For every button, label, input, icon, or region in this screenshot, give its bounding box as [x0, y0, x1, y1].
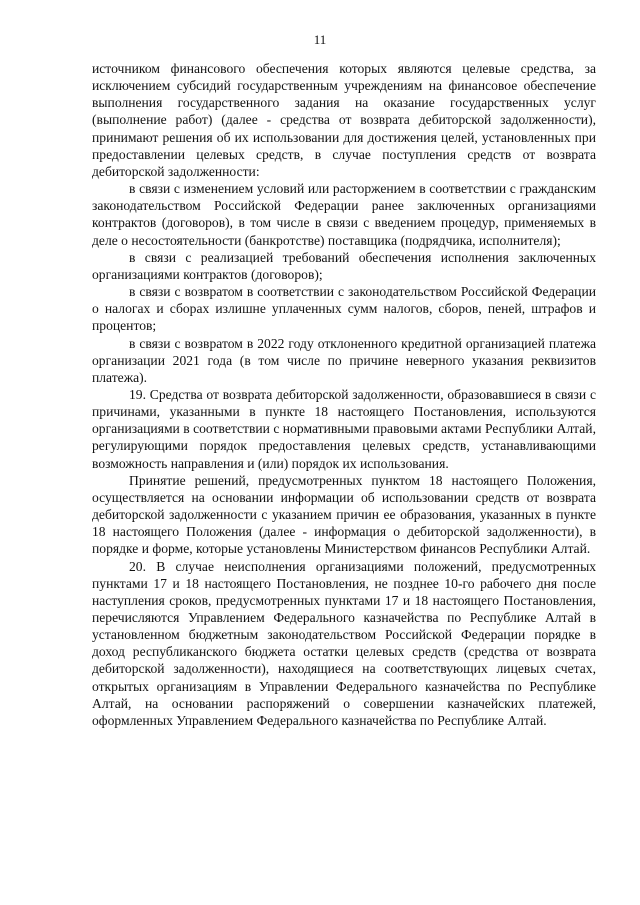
page-number: 11 [313, 32, 327, 47]
paragraph-item-19: 19. Средства от возврата дебиторской задолженности, образовавшиеся в связи с причинами, указанными в пункте 18 настоящего Постановления, используются организациями в соответствии с нормативными правовыми актами Республики Алтай, регулирующими порядок предоставления целевых средств, устанавливающими возможность направления и (или) порядок их использования. [92, 386, 596, 471]
paragraph-contract-security: в связи с реализацией требований обеспечения исполнения заключенных организациями контрактов (договоров); [92, 249, 596, 282]
paragraph-tax-refund: в связи с возвратом в соответствии с законодательством Российской Федерации о налогах и сборах излишне уплаченных сумм налогов, сборов, пеней, штрафов и процентов; [92, 284, 596, 334]
paragraph-contract-termination: в связи с изменением условий или расторжением в соответствии с гражданским законодательством Российской Федерации ранее заключенных организациями контрактов (договоров), в том числе в связи с введением процедур, применяемых в деле о несостоятельности (банкротстве) поставщика (подрядчика, исполнителя); [92, 181, 596, 248]
paragraph-item-20: 20. В случае неисполнения организациями положений, предусмотренных пунктами 17 и 18 настоящего Постановления, не позднее 10-го рабочего дня после наступления сроков, предусмотренных пунктами 17 и 18 настоящего Постановления, перечисляются Управлением Федерального казначейства по Республике Алтай в установленном бюджетным законодательством Российской Федерации порядке в доход республиканского бюджета остатки целевых средств (средства от возврата дебиторской задолженности), находящиеся на соответствующих лицевых счетах, открытых организациям в Управлении Федерального казначейства по Республике Алтай, на основании распоряжений о совершении казначейских платежей, оформленных Управлением Федерального казначейства по Республике Алтай. [92, 558, 596, 728]
document-body [92, 60, 596, 729]
paragraph-continuation: источником финансового обеспечения которых являются целевые средства, за исключением субсидий государственным учреждениям на финансовое обеспечение выполнения государственного задания на оказание государственных услуг (выполнение работ) (далее - средства от возврата дебиторской задолженности), принимают решения об их использовании для достижения целей, установленных при предоставлении целевых средств, в случае поступления средств от возврата дебиторской задолженности: [92, 61, 596, 179]
paragraph-rejected-payment: в связи с возвратом в 2022 году отклоненного кредитной организацией платежа организации 2021 года (в том числе по причине неверного указания реквизитов платежа). [92, 335, 596, 385]
paragraph-decision-making: Принятие решений, предусмотренных пунктом 18 настоящего Положения, осуществляется на основании информации об использовании средств от возврата дебиторской задолженности с указанием причин ее образования, указанных в пункте 18 настоящего Положения (далее - информация о дебиторской задолженности), в порядке и форме, которые установлены Министерством финансов Республики Алтай. [92, 472, 596, 557]
